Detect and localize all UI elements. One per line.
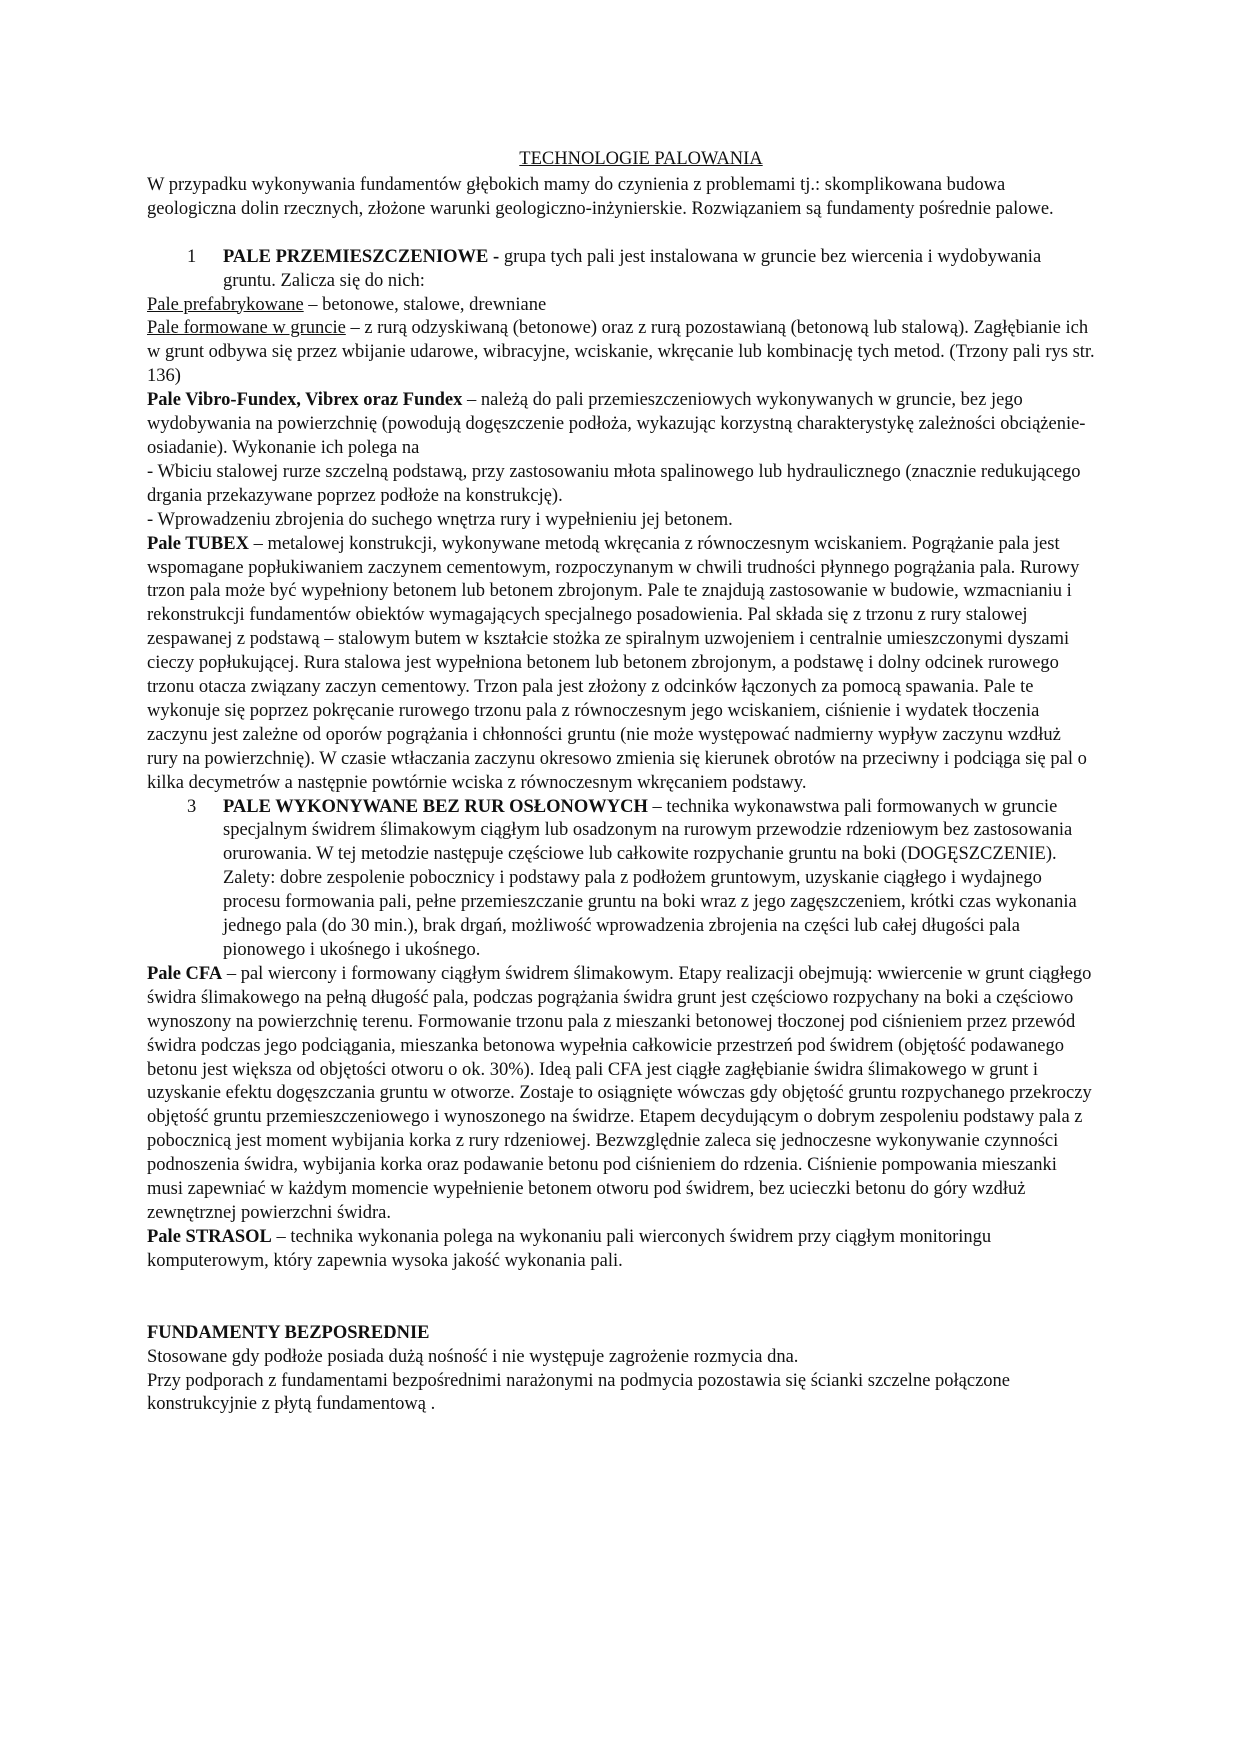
prefab-text: – betonowe, stalowe, drewniane: [303, 294, 547, 315]
document-title: TECHNOLOGIE PALOWANIA: [519, 149, 763, 169]
section-1: [147, 246, 1095, 294]
vibro-text: – należą do pali przemieszczeniowych wykonywanych w gruncie, bez jego wydobywania na powierzchnię (powodują dogęszczenie podłoża, wykazując korzystną charakterystykę zależności obciążenie-osiadanie). Wykonanie ich polega na: [147, 390, 1086, 458]
cfa-text: – pal wiercony i formowany ciągłym świdrem ślimakowym. Etapy realizacji obejmują: wwiercenie w grunt ciągłego świdra ślimakowego na pełną długość pala, podczas pogrążania świdra grunt jest częściowo rozpychany na boki a częściowo wynoszony na powierzchnię terenu. Formowanie trzonu pala z mieszanki betonowej tłoczonej pod ciśnieniem przez przewód świdra podczas jego podciągania, mieszanka betonowa wypełnia całkowicie przestrzeń pod świdrem (objętość podawanego betonu jest większa od objętości otworu o ok. 30%). Ideą pali CFA jest ciągłe zagłębianie świdra ślimakowego w grunt i uzyskanie efektu dogęszczania gruntu w otworze. Zostaje to osiągnięte wówczas gdy objętość gruntu rozpychanego przekroczy objętość gruntu przemieszczeniowego i wynoszonego na świdrze. Etapem decydującym o dobrym zespoleniu podstawy pala z pobocznicą jest moment wybijania korka z rury rdzeniowej. Bezwzględnie zaleca się jednoczesne wykonywanie czynności podnoszenia świdra, wybijania korka oraz podawanie betonu pod ciśnieniem do rdzenia. Ciśnienie pompowania mieszanki musi zapewniać w każdym momencie wypełnienie betonem otworu pod świdrem, bez ucieczki betonu do góry wzdłuż zewnętrznej powierzchni świdra.: [147, 963, 1092, 1223]
vibro-label: Pale Vibro-Fundex, Vibrex oraz Fundex: [147, 390, 463, 411]
bezposrednie-line-1: Stosowane gdy podłoże posiada dużą nośność i nie występuje zagrożenie rozmycia dna.: [147, 1346, 799, 1367]
formowane-label: Pale formowane w gruncie: [147, 318, 346, 339]
vibro-paragraph: [147, 389, 1095, 461]
tubex-text: – metalowej konstrukcji, wykonywane metodą wkręcania z równoczesnym wciskaniem. Pogrążanie pala jest wspomagane popłukiwaniem zaczynem cementowym, rozpoczynanym w chwili trudności płynnego pogrążania pala. Rurowy trzon pala może być wypełniony betonem lub betonem zbrojonym. Pale te znajdują zastosowanie w budowie, wzmacnianiu i rekonstrukcji fundamentów obiektów wymagających specjalnego posadowienia. Pal składa się z trzonu z rury stalowej zespawanej z podstawą – stalowym butem w kształcie stożka ze spiralnym uzwojeniem i centralnie umieszczonymi dyszami cieczy popłukującej. Rura stalowa jest wypełniona betonem lub betonem zbrojonym, a podstawę i dolny odcinek rurowego trzonu otacza związany zaczyn cementowy. Trzon pala jest złożony z odcinków łączonych za pomocą spawania. Pale te wykonuje się poprzez pokręcanie rurowego trzonu pala z równoczesnym jego wciskaniem, ciśnienie i wydatek tłoczenia zaczynu jest zależne od oporów pogrążania i chłonności gruntu (nie może występować nadmierny wypływ zaczynu wzdłuż rury na powierzchnię). W czasie wtłaczania zaczynu okresowo zmienia się kierunek obrotów na przeciwny i podciąga się pal o kilka decymetrów a następnie powtórnie wciska z równoczesnym wkręcaniem podstawy.: [147, 533, 1087, 793]
section-3-number: 3: [187, 796, 197, 817]
section-3-text: – technika wykonawstwa pali formowanych w gruncie specjalnym świdrem ślimakowym ciągłym lub osadzonym na rurowym przewodzie rdzeniowym bez zastosowania orurowania. W tej metodzie następuje częściowe lub całkowite rozpychanie gruntu na boki (DOGĘSZCZENIE). Zalety: dobre zespolenie pobocznicy i podstawy pala z podłożem gruntowym, uzyskanie ciągłego i wydajnego procesu formowania pali, pełne przemieszczanie gruntu na boki wraz z jego zagęszczeniem, krótki czas wykonania jednego pala (do 30 min.), brak drgań, możliwość wprowadzenia zbrojenia na części lub całej długości pala pionowego i ukośnego i ukośnego.: [223, 796, 1077, 960]
formowane-text: – z rurą odzyskiwaną (betonowe) oraz z rurą pozostawianą (betonową lub stalową). Zagłębianie ich w grunt odbywa się przez wbijanie udarowe, wibracyjne, wciskanie, wkręcanie lub kombinację tych metod. (Trzony pali rys str. 136): [147, 318, 1095, 387]
bezposrednie-line-2: Przy podporach z fundamentami bezpośrednimi narażonymi na podmycia pozostawia się ścianki szczelne połączone konstrukcyjnie z płytą fundamentową .: [147, 1370, 1011, 1415]
vibro-step-1: - Wbiciu stalowej rurze szczelną podstawą, przy zastosowaniu młota spalinowego lub hydraulicznego (znacznie redukującego drgania przekazywane poprzez podłoże na konstrukcję).: [147, 461, 1081, 506]
section-3: [147, 796, 1095, 963]
bezposrednie-heading: FUNDAMENTY BEZPOSREDNIE: [147, 1322, 430, 1343]
prefab-label: Pale prefabrykowane: [147, 294, 304, 315]
intro-paragraph: W przypadku wykonywania fundamentów głębokich mamy do czynienia z problemami tj.: skomplikowana budowa geologiczna dolin rzecznych, złożone warunki geologiczno-inżynierskie. Rozwiązaniem są fundamenty pośrednie palowe.: [147, 174, 1054, 219]
cfa-label: Pale CFA: [147, 963, 223, 984]
strasol-label: Pale STRASOL: [147, 1226, 272, 1247]
section-1-text: grupa tych pali jest instalowana w gruncie bez wiercenia i wydobywania gruntu. Zalicza się do nich:: [223, 246, 1042, 291]
section-1-heading: PALE PRZEMIESZCZENIOWE -: [223, 246, 500, 267]
section-1-number: 1: [187, 246, 197, 267]
document-body: [147, 148, 1095, 1417]
formowane-paragraph: [147, 317, 1095, 389]
tubex-label: Pale TUBEX: [147, 533, 249, 554]
tubex-paragraph: [147, 533, 1095, 796]
cfa-paragraph: [147, 963, 1095, 1226]
vibro-step-2: - Wprowadzeniu zbrojenia do suchego wnętrza rury i wypełnieniu jej betonem.: [147, 509, 733, 530]
strasol-paragraph: [147, 1226, 1095, 1274]
prefab-paragraph: [147, 294, 1095, 318]
section-3-heading: PALE WYKONYWANE BEZ RUR OSŁONOWYCH: [223, 796, 648, 817]
strasol-text: – technika wykonania polega na wykonaniu pali wierconych świdrem przy ciągłym monitoringu komputerowym, który zapewnia wysoka jakość wykonania pali.: [147, 1226, 992, 1271]
